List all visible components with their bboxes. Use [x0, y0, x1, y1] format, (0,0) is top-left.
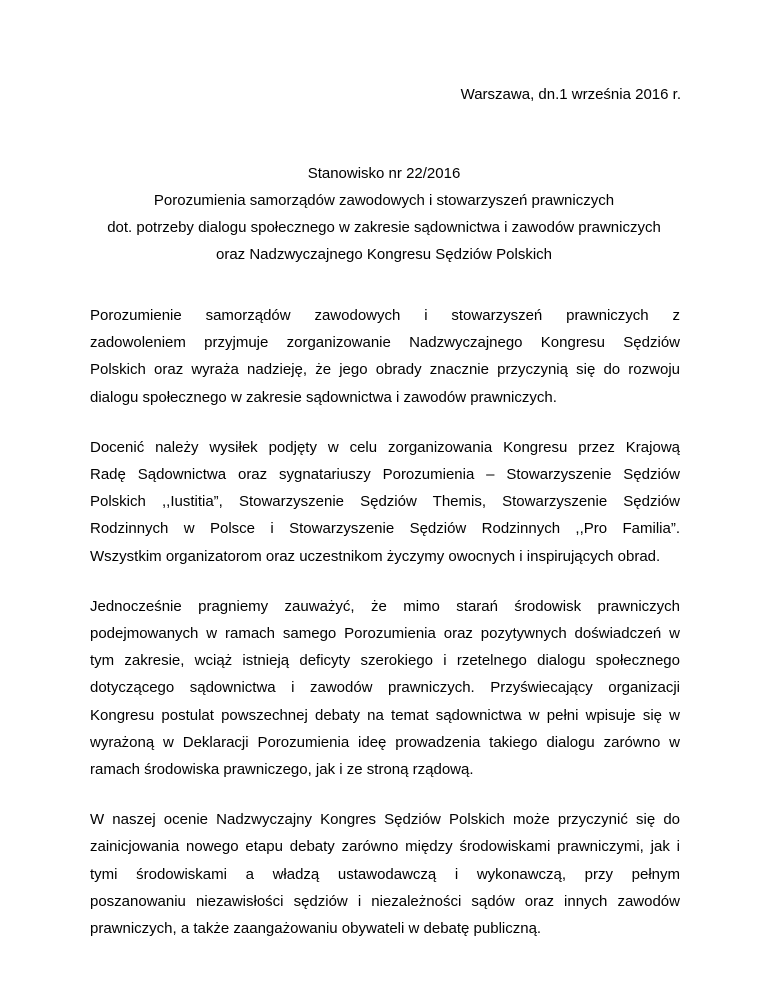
- paragraph: [90, 434, 680, 570]
- text-line: Rodzinnych w Polsce i Stowarzyszenie Sędziów Rodzinnych ,,Pro Familia”.: [90, 520, 680, 538]
- text-line: Kongresu postulat powszechnej debaty na temat sądownictwa w pełni wpisuje się w: [90, 706, 680, 724]
- document-body: [90, 302, 680, 965]
- text-line: prawniczych, a także zaangażowaniu obywateli w debatę publiczną.: [90, 920, 542, 938]
- heading-line: Porozumienia samorządów zawodowych i stowarzyszeń prawniczych: [153, 192, 615, 209]
- heading-line: dot. potrzeby dialogu społecznego w zakresie sądownictwa i zawodów prawniczych: [107, 219, 661, 236]
- text-line: W naszej ocenie Nadzwyczajny Kongres Sędziów Polskich może przyczynić się do: [90, 811, 680, 829]
- text-line: poszanowaniu niezawisłości sędziów i niezależności sądów oraz innych zawodów: [90, 892, 680, 910]
- text-line: Polskich ,,Iustitia”, Stowarzyszenie Sędziów Themis, Stowarzyszenie Sędziów: [90, 493, 680, 511]
- heading-title: Stanowisko nr 22/2016: [307, 165, 461, 182]
- paragraph: [90, 302, 680, 411]
- text-line: Porozumienie samorządów zawodowych i stowarzyszeń prawniczych z: [90, 307, 680, 324]
- paragraph: [90, 806, 680, 942]
- text-line: Wszystkim organizatorom oraz uczestnikom życzymy owocnych i inspirujących obrad.: [90, 547, 661, 565]
- document-heading: [60, 160, 708, 268]
- text-line: wyrażoną w Deklaracji Porozumienia ideę prowadzenia takiego dialogu zarówno w: [90, 733, 680, 751]
- date-line: Warszawa, dn.1 września 2016 r.: [460, 86, 681, 103]
- text-line: Docenić należy wysiłek podjęty w celu zorganizowania Kongresu przez Krajową: [90, 438, 680, 456]
- heading-line: oraz Nadzwyczajnego Kongresu Sędziów Polskich: [215, 246, 552, 263]
- text-line: dialogu społecznego w zakresie sądownictwa i zawodów prawniczych.: [90, 388, 557, 406]
- text-line: Jednocześnie pragniemy zauważyć, że mimo starań środowisk prawniczych: [90, 597, 680, 615]
- text-line: Radę Sądownictwa oraz sygnatariuszy Porozumienia – Stowarzyszenie Sędziów: [90, 466, 680, 484]
- paragraph: [90, 593, 680, 783]
- text-line: Polskich oraz wyraża nadzieję, że jego obrady znacznie przyczynią się do rozwoju: [90, 361, 680, 379]
- text-line: tymi środowiskami a władzą ustawodawczą i wykonawczą, przy pełnym: [90, 865, 680, 883]
- text-line: ramach środowiska prawniczego, jak i ze stroną rządową.: [90, 761, 474, 779]
- text-line: podejmowanych w ramach samego Porozumienia oraz pozytywnych doświadczeń w: [90, 625, 680, 643]
- text-line: zadowoleniem przyjmuje zorganizowanie Nadzwyczajnego Kongresu Sędziów: [90, 334, 680, 352]
- text-line: zainicjowania nowego etapu debaty zarówno między środowiskami prawniczymi, jak i: [90, 838, 680, 856]
- text-line: tym zakresie, wciąż istnieją deficyty szerokiego i rzetelnego dialogu społecznego: [90, 652, 680, 670]
- text-line: dotyczącego sądownictwa i zawodów prawniczych. Przyświecający organizacji: [90, 679, 680, 697]
